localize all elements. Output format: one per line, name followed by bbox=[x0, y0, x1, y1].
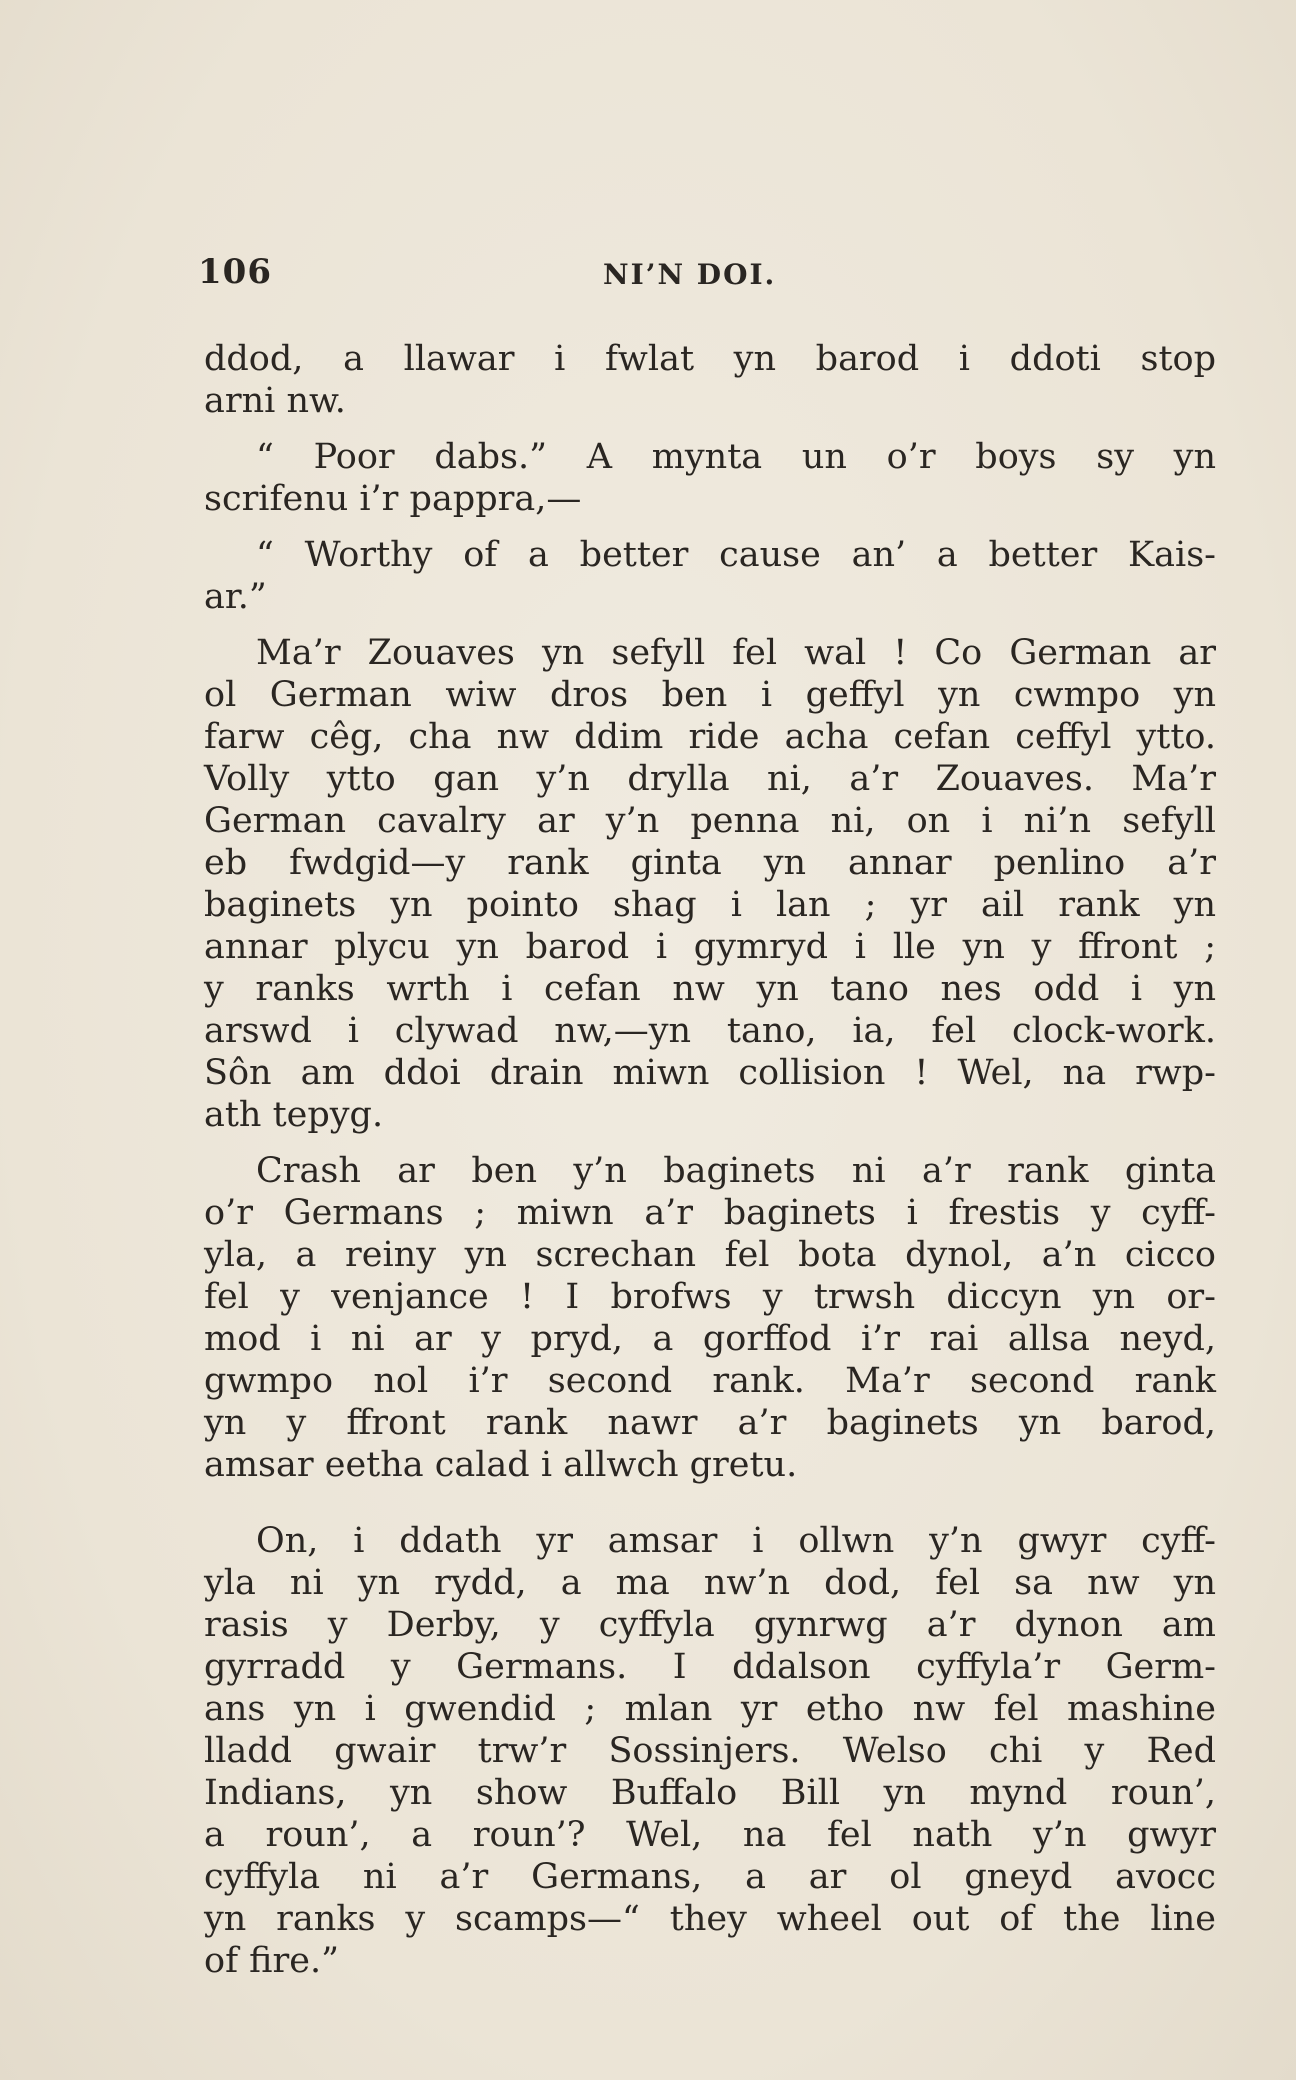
text-line: mod i ni ar y pryd, a gorffod i’r rai allsa neyd, bbox=[204, 1319, 1216, 1359]
text-line: baginets yn pointo shag i lan ; yr ail rank yn bbox=[204, 885, 1216, 925]
paragraph bbox=[204, 1150, 1216, 1486]
text-line: rasis y Derby, y cyffyla gynrwg a’r dynon am bbox=[204, 1605, 1216, 1645]
page-number: 106 bbox=[198, 252, 272, 292]
text-line: fel y venjance ! I brofws y trwsh diccyn yn or- bbox=[204, 1277, 1216, 1317]
text-line: On, i ddath yr amsar i ollwn y’n gwyr cyff- bbox=[256, 1521, 1216, 1561]
text-line: scrifenu i’r pappra,— bbox=[204, 479, 582, 519]
body-text bbox=[204, 338, 1216, 1982]
text-line: gwmpo nol i’r second rank. Ma’r second rank bbox=[204, 1361, 1216, 1401]
running-title: NI’N DOI. bbox=[603, 258, 777, 291]
text-line: gyrradd y Germans. I ddalson cyffyla’r Germ- bbox=[204, 1647, 1216, 1687]
text-line: ol German wiw dros ben i geffyl yn cwmpo yn bbox=[204, 675, 1216, 715]
text-line: “ Worthy of a better cause an’ a better Kais- bbox=[256, 535, 1216, 575]
text-line: “ Poor dabs.” A mynta un o’r boys sy yn bbox=[256, 437, 1216, 477]
text-line: yn ranks y scamps—“ they wheel out of the line bbox=[204, 1899, 1216, 1939]
text-line: Volly ytto gan y’n drylla ni, a’r Zouaves. Ma’r bbox=[204, 759, 1216, 799]
text-line: ddod, a llawar i fwlat yn barod i ddoti stop bbox=[204, 339, 1216, 379]
text-line: ar.” bbox=[204, 577, 267, 617]
text-line: ath tepyg. bbox=[204, 1095, 384, 1135]
text-line: ans yn i gwendid ; mlan yr etho nw fel mashine bbox=[204, 1689, 1216, 1729]
text-line: amsar eetha calad i allwch gretu. bbox=[204, 1445, 798, 1485]
text-line: eb fwdgid—y rank ginta yn annar penlino a’r bbox=[204, 843, 1216, 883]
paragraph bbox=[204, 534, 1216, 618]
text-line: farw cêg, cha nw ddim ride acha cefan ceffyl ytto. bbox=[204, 717, 1216, 757]
page-header bbox=[198, 252, 1220, 298]
text-line: cyffyla ni a’r Germans, a ar ol gneyd avocc bbox=[204, 1857, 1216, 1897]
text-line: Ma’r Zouaves yn sefyll fel wal ! Co German ar bbox=[256, 633, 1216, 673]
text-line: o’r Germans ; miwn a’r baginets i frestis y cyff- bbox=[204, 1193, 1216, 1233]
text-line: Sôn am ddoi drain miwn collision ! Wel, na rwp- bbox=[204, 1053, 1216, 1093]
paragraph bbox=[204, 632, 1216, 1136]
paragraph bbox=[204, 436, 1216, 520]
text-line: yn y ffront rank nawr a’r baginets yn barod, bbox=[204, 1403, 1216, 1443]
text-line: of fire.” bbox=[204, 1941, 339, 1981]
text-line: lladd gwair trw’r Sossinjers. Welso chi y Red bbox=[204, 1731, 1216, 1771]
paragraph bbox=[204, 1520, 1216, 1982]
paragraph bbox=[204, 338, 1216, 422]
text-line: German cavalry ar y’n penna ni, on i ni’n sefyll bbox=[204, 801, 1216, 841]
text-line: arswd i clywad nw,—yn tano, ia, fel clock-work. bbox=[204, 1011, 1216, 1051]
text-line: a roun’, a roun’? Wel, na fel nath y’n gwyr bbox=[204, 1815, 1216, 1855]
text-line: Crash ar ben y’n baginets ni a’r rank ginta bbox=[256, 1151, 1216, 1191]
text-line: annar plycu yn barod i gymryd i lle yn y ffront ; bbox=[204, 927, 1216, 967]
text-line: Indians, yn show Buffalo Bill yn mynd roun’, bbox=[204, 1773, 1216, 1813]
text-line: arni nw. bbox=[204, 381, 346, 421]
text-line: y ranks wrth i cefan nw yn tano nes odd i yn bbox=[204, 969, 1216, 1009]
text-line: yla ni yn rydd, a ma nw’n dod, fel sa nw yn bbox=[204, 1563, 1216, 1603]
text-line: yla, a reiny yn screchan fel bota dynol, a’n cicco bbox=[204, 1235, 1216, 1275]
